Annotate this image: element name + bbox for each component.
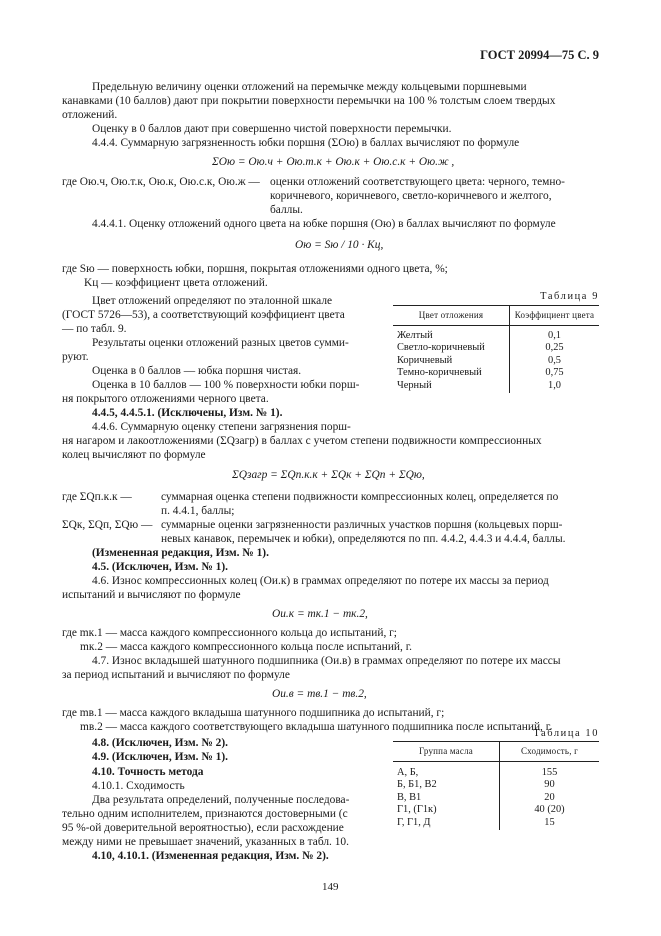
text-line: руют. (62, 351, 89, 363)
formula-total-deposits: ΣQзагр = ΣQп.к.к + ΣQк + ΣQп + ΣQю, (232, 469, 425, 481)
text-line: Цвет отложений определяют по эталонной шкале (92, 295, 333, 307)
formula-bearing-wear: Oи.в = mв.1 − mв.2, (272, 688, 367, 700)
text-line: за период испытаний и вычисляют по формуле (62, 669, 290, 681)
text-line: 95 %-ой доверительной вероятностью), если расхождение (62, 822, 344, 834)
text-line: где Oю.ч, Oю.т.к, Oю.к, Oю.с.к, Oю.ж — (62, 176, 260, 188)
table-row: Коричневый 0,5 (393, 355, 599, 368)
table-header-cell: Цвет отложения (393, 306, 510, 326)
formula-sum-skirt: ΣOю = Oю.ч + Oю.т.к + Oю.к + Oю.с.к + Oю.ж , (212, 156, 455, 168)
text-line: где mк.1 — масса каждого компрессионного кольца до испытаний, г; (62, 627, 397, 639)
table-row: А, Б, 155 (393, 761, 599, 779)
text-line: суммарная оценка степени подвижности компрессионных колец, определяется по (161, 491, 559, 503)
text-line: где mв.1 — масса каждого вкладыша шатунного подшипника до испытаний, г; (62, 707, 445, 719)
text-line: (Измененная редакция, Изм. № 1). (92, 547, 269, 559)
table-10-caption: Таблица 10 (533, 728, 599, 739)
text-line: 4.10.1. Сходимость (92, 780, 185, 792)
formula-ring-wear: Oи.к = mк.1 − mк.2, (272, 608, 368, 620)
text-line: оценки отложений соответствующего цвета: черного, темно- (270, 176, 565, 188)
text-line: Предельную величину оценки отложений на перемычке между кольцевыми поршневыми (92, 81, 527, 93)
page-header: ГОСТ 20994—75 С. 9 (480, 48, 599, 62)
text-line: коричневого, коричневого, светло-коричневого и желтого, (270, 190, 552, 202)
text-line: между ними не превышает значений, указанных в табл. 10. (62, 836, 349, 848)
table-row: В, В1 20 (393, 792, 599, 805)
text-line: Оценка в 10 баллов — 100 % поверхности юбки порш- (92, 379, 360, 391)
table-9-caption: Таблица 9 (540, 291, 599, 302)
section-heading: 4.10. Точность метода (92, 766, 204, 778)
table-row: Черный 1,0 (393, 380, 599, 393)
table-row: Желтый 0,1 (393, 325, 599, 342)
page-number: 149 (322, 881, 339, 893)
table-header-cell: Сходимость, г (500, 742, 600, 762)
text-line: где ΣQп.к.к — (62, 491, 132, 503)
table-9 (393, 305, 599, 393)
text-line: Оценку в 0 баллов дают при совершенно чистой поверхности перемычки. (92, 123, 452, 135)
text-line: 4.4.5, 4.4.5.1. (Исключены, Изм. № 1). (92, 407, 283, 419)
text-line: ΣQк, ΣQп, ΣQю — (62, 519, 153, 531)
text-line: 4.10, 4.10.1. (Измененная редакция, Изм. № 2). (92, 850, 329, 862)
text-line: (ГОСТ 5726—53), а соответствующий коэффициент цвета (62, 309, 345, 321)
table-row: Б, Б1, В2 90 (393, 779, 599, 792)
text-line: — по табл. 9. (62, 323, 127, 335)
text-line: Kц — коэффициент цвета отложений. (84, 277, 268, 289)
text-line: 4.7. Износ вкладышей шатунного подшипника (Oи.в) в граммах определяют по потере их массы (92, 655, 561, 667)
text-line: 4.9. (Исключен, Изм. № 1). (92, 751, 228, 763)
text-line: баллы. (270, 204, 303, 216)
table-header-cell: Коэффициент цвета (510, 306, 600, 326)
table-row: Темно-коричневый 0,75 (393, 367, 599, 380)
text-line: 4.4.4. Суммарную загрязненность юбки поршня (ΣOю) в баллах вычисляют по формуле (92, 137, 520, 149)
text-line: где Sю — поверхность юбки, поршня, покрытая отложениями одного цвета, %; (62, 263, 448, 275)
text-line: mк.2 — масса каждого компрессионного кольца после испытаний, г. (80, 641, 412, 653)
text-line: тельно одним исполнителем, признаются достоверными (с (62, 808, 348, 820)
text-line: канавками (10 баллов) дают при покрытии поверхности перемычки на 100 % толстым слоем твердых (62, 95, 556, 107)
text-line: невых канавок, перемычек и юбки), определяются по пп. 4.4.2, 4.4.3 и 4.4.4, баллы. (161, 533, 566, 545)
text-line: колец вычисляют по формуле (62, 449, 206, 461)
table-row: Г1, (Г1к) 40 (20) (393, 804, 599, 817)
text-line: 4.4.4.1. Оценку отложений одного цвета на юбке поршня (Oю) в баллах вычисляют по формуле (92, 218, 556, 230)
text-line: ня покрытого отложениями черного цвета. (62, 393, 269, 405)
text-line: суммарные оценки загрязненности различных участков поршня (кольцевых порш- (161, 519, 563, 531)
text-line: 4.6. Износ компрессионных колец (Oи.к) в граммах определяют по потере их массы за период (92, 575, 549, 587)
text-line: Результаты оценки отложений разных цветов сумми- (92, 337, 349, 349)
text-line: испытаний и вычисляют по формуле (62, 589, 241, 601)
table-10 (393, 741, 599, 830)
formula-skirt-color: Oю = Sю / 10 · Kц, (295, 239, 384, 251)
text-line: ня нагаром и лакоотложениями (ΣQзагр) в баллах с учетом степени подвижности компрессионных (62, 435, 542, 447)
text-line: 4.4.6. Суммарную оценку степени загрязнения порш- (92, 421, 351, 433)
table-header-cell: Группа масла (393, 742, 500, 762)
text-line: Два результата определений, полученные последова- (92, 794, 350, 806)
text-line: mв.2 — масса каждого соответствующего вкладыша шатунного подшипника после испытаний, г. (80, 721, 552, 733)
text-line: 4.5. (Исключен, Изм. № 1). (92, 561, 228, 573)
table-row: Светло-коричневый 0,25 (393, 342, 599, 355)
text-line: Оценка в 0 баллов — юбка поршня чистая. (92, 365, 302, 377)
text-line: отложений. (62, 109, 118, 121)
text-line: 4.8. (Исключен, Изм. № 2). (92, 737, 228, 749)
table-row: Г, Г1, Д 15 (393, 817, 599, 830)
text-line: п. 4.4.1, баллы; (161, 505, 235, 517)
